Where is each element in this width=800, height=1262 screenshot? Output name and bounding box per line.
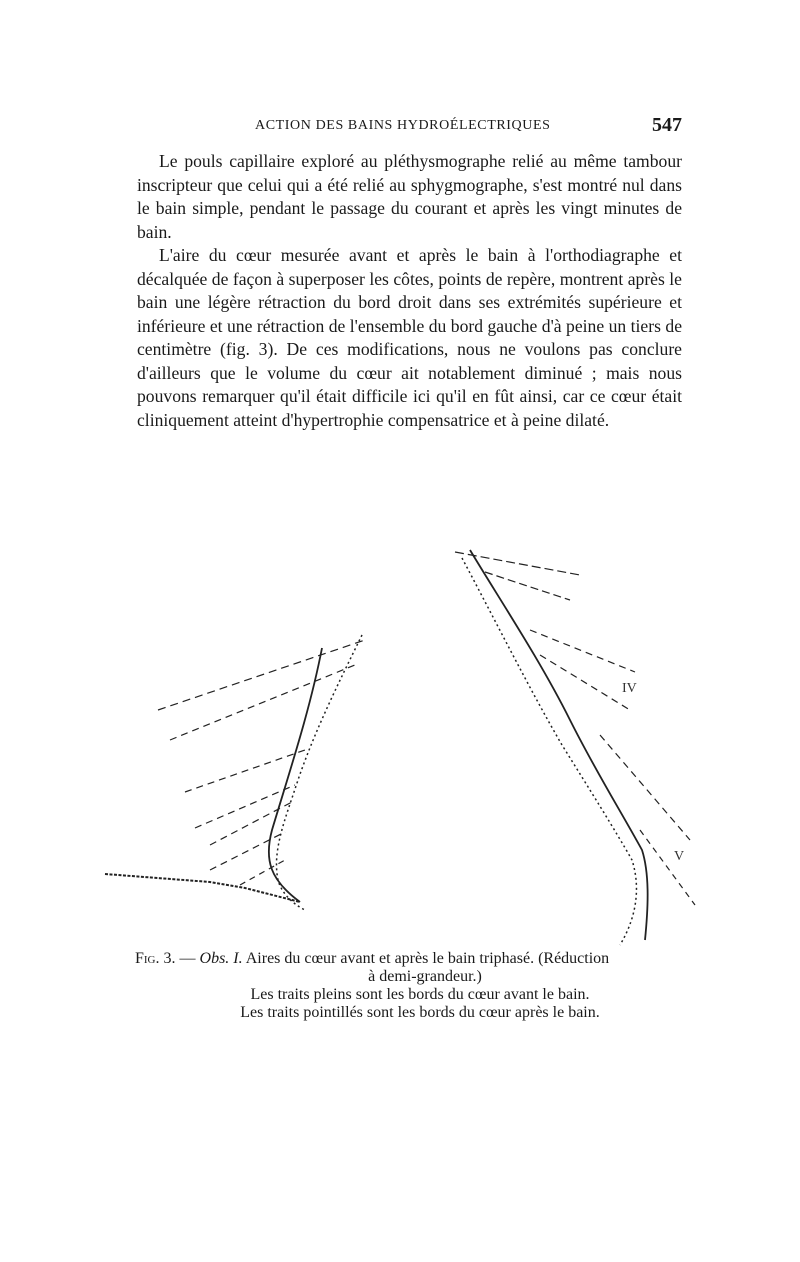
caption-line-1 (135, 950, 705, 968)
rib-line (530, 630, 635, 672)
rib-line (540, 655, 630, 710)
caption-line-3: Les traits pleins sont les bords du cœur avant le bain. (250, 986, 590, 1003)
rib-line (210, 832, 285, 870)
heart-outline-figure (100, 540, 700, 950)
rib-line (170, 665, 355, 740)
solid-border-right (470, 550, 648, 940)
left-heart-border (105, 635, 365, 910)
running-title: ACTION DES BAINS HYDROÉLECTRIQUES (255, 118, 551, 133)
caption-figure-ref: Fig. 3. (135, 950, 176, 967)
figure-caption (135, 950, 705, 1022)
caption-line-1-text: Aires du cœur avant et après le bain triphasé. (Réduction (242, 950, 610, 967)
right-heart-border (455, 550, 695, 945)
rib-line (455, 552, 580, 575)
paragraph: Le pouls capillaire exploré au pléthysmographe relié au même tambour inscripteur que celui qui a été relié au sphygmographe, s'est montré nul dans le bain simple, pendant le passage du courant et après les vingt minutes de bain. (137, 151, 682, 242)
rib-label-iv: IV (622, 681, 637, 696)
diaphragm-line (105, 874, 300, 902)
caption-line-4: Les traits pointillés sont les bords du cœur après le bain. (240, 1004, 600, 1021)
caption-line-2: à demi-grandeur.) (368, 968, 482, 985)
rib-label-v: V (674, 849, 685, 864)
rib-line (210, 802, 292, 845)
rib-line (600, 735, 690, 840)
paragraph: L'aire du cœur mesurée avant et après le bain à l'orthodiagraphe et décalquée de façon à superposer les côtes, points de repère, montrent après le bain une légère rétraction du bord droit dans ses extrémités supérieure et inférieure et une rétraction de l'ensemble du bord gauche d'à peine un tiers de centimètre (fig. 3). De ces modifications, nous ne voulons pas conclure d'ailleurs que le volume du cœur ait notablement diminué ; mais nous pouvons remarquer qu'il était difficile ici qu'il en fût ainsi, car ce cœur était cliniquement atteint d'hypertrophie compensatrice et à peine dilaté. (137, 245, 682, 430)
rib-line (158, 640, 365, 710)
body-text (137, 150, 682, 432)
dotted-border-right (462, 558, 636, 945)
page-number: 547 (652, 114, 682, 136)
caption-dash: — (175, 950, 200, 967)
caption-observation: Obs. I. (199, 950, 243, 967)
page-header (137, 114, 682, 140)
rib-line (185, 750, 305, 792)
